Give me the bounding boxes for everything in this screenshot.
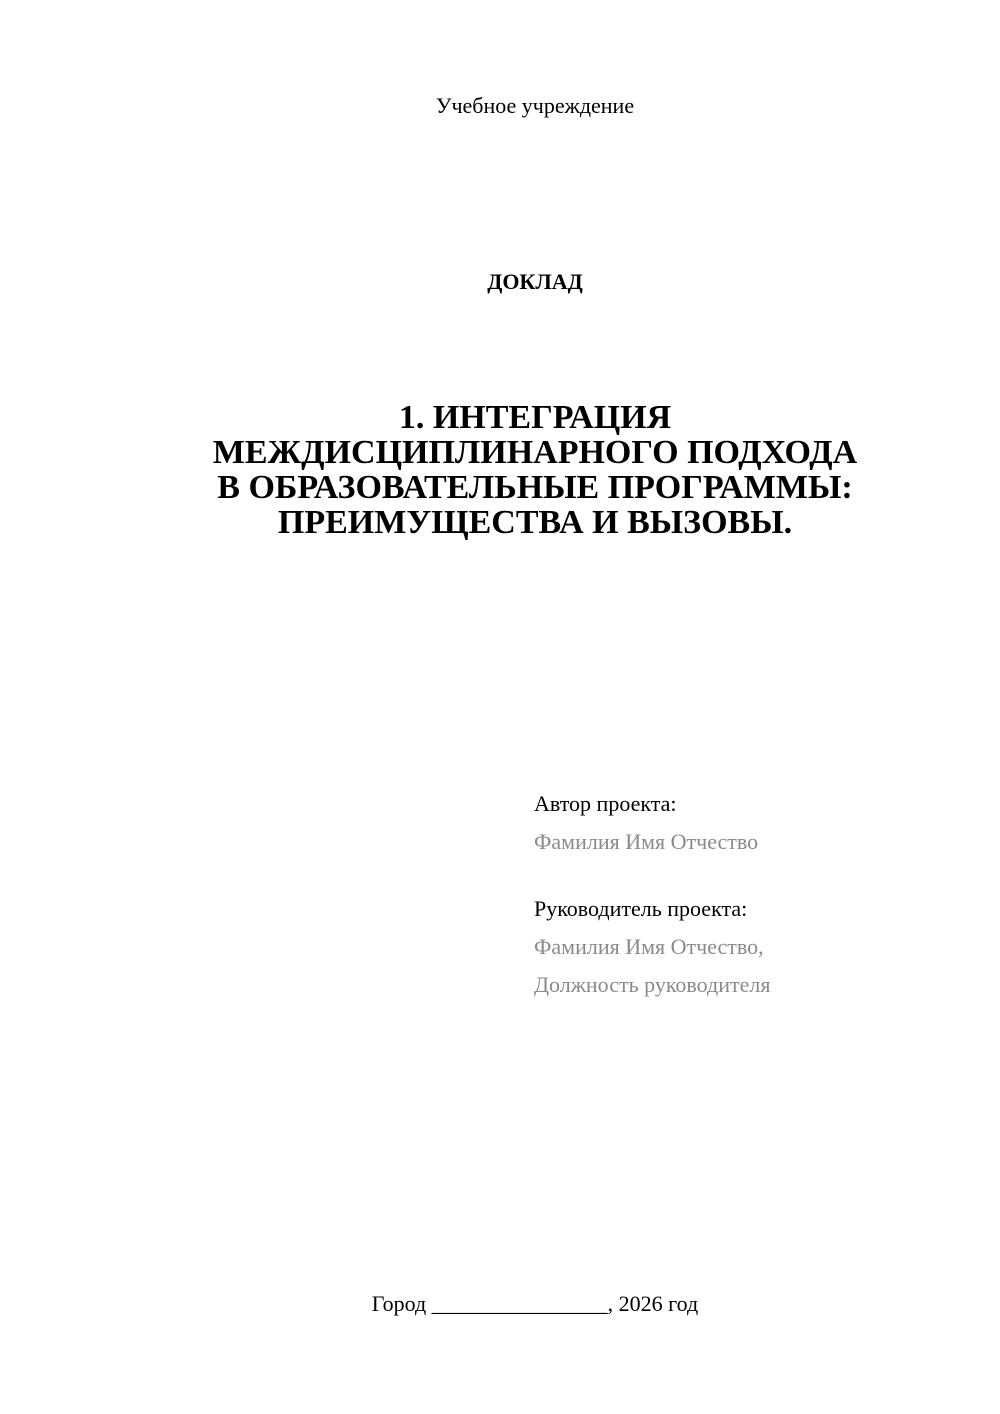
author-name: Фамилия Имя Отчество [534,829,759,854]
title-line: В ОБРАЗОВАТЕЛЬНЫЕ ПРОГРАММЫ: [217,469,853,506]
report-title [120,400,950,540]
institution-name: Учебное учреждение [435,93,635,118]
supervisor-name: Фамилия Имя Отчество, [534,934,764,959]
document-type: ДОКЛАД [487,269,583,294]
city-year-line [0,1290,1000,1318]
supervisor-label: Руководитель проекта: [534,896,748,921]
city-blank: ________________ [431,1291,608,1316]
supervisor-position: Должность руководителя [534,972,771,997]
title-line: МЕЖДИСЦИПЛИНАРНОГО ПОДХОДА [212,434,858,471]
year-text: , 2026 год [607,1291,699,1316]
supervisor-block [534,890,770,1004]
city-label: Город [371,1291,427,1316]
author-block [534,785,758,861]
author-label: Автор проекта: [534,791,677,816]
title-line: ПРЕИМУЩЕСТВА И ВЫЗОВЫ. [277,504,793,541]
title-line: 1. ИНТЕГРАЦИЯ [398,399,672,436]
